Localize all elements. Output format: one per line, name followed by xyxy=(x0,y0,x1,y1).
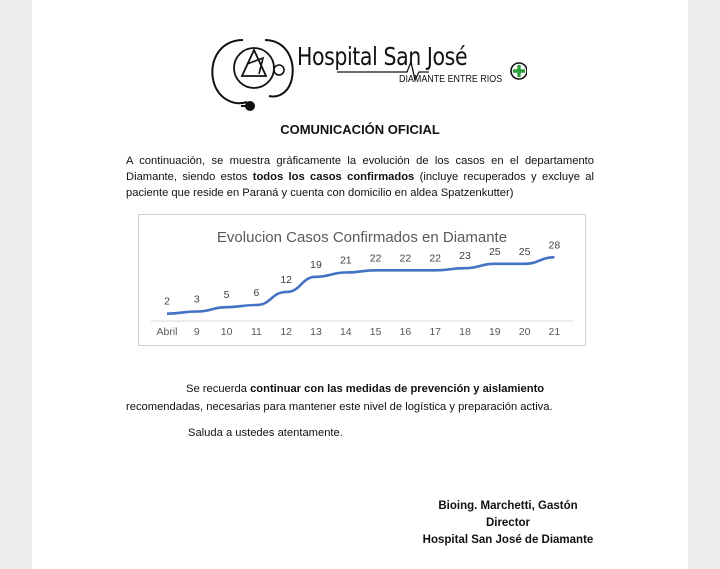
data-label: 22 xyxy=(429,252,442,265)
data-label: 25 xyxy=(518,245,531,258)
signature-block xyxy=(408,498,608,549)
x-tick-label: 21 xyxy=(548,326,561,338)
cases-line-chart xyxy=(139,215,585,345)
reminder-prefix: Se recuerda xyxy=(186,383,251,395)
x-tick-label: 13 xyxy=(310,326,322,338)
data-label: 6 xyxy=(253,287,260,299)
intro-text-1: A continuación, se muestra gráficamente la evolución de los casos en el departamento Diamante, siendo estos xyxy=(126,155,594,183)
hospital-logo xyxy=(207,36,527,116)
x-tick-label: Abril xyxy=(156,326,178,338)
intro-text-2: (incluye recuperados y excluye al paciente que reside en Paraná y cuenta con domicilio en aldea Spatzenkutter) xyxy=(126,171,594,199)
x-tick-label: 20 xyxy=(518,326,531,338)
page-title: COMUNICACIÓN OFICIAL xyxy=(280,122,440,137)
data-label: 21 xyxy=(339,254,352,267)
signature-name: Bioing. Marchetti, Gastón xyxy=(438,500,578,512)
data-label: 25 xyxy=(488,245,501,258)
greeting: Saluda a ustedes atentamente. xyxy=(188,427,343,439)
x-tick-label: 16 xyxy=(399,326,412,338)
x-tick-label: 14 xyxy=(339,326,352,338)
cases-chart xyxy=(138,214,586,346)
x-tick-label: 18 xyxy=(459,326,471,338)
x-tick-label: 10 xyxy=(220,326,233,338)
data-label: 23 xyxy=(459,250,471,263)
signature-org: Hospital San José de Diamante xyxy=(422,534,594,546)
data-label: 19 xyxy=(310,258,322,271)
chart-marks xyxy=(156,239,560,338)
reminder-bold: continuar con las medidas de prevención y aislamiento xyxy=(250,383,545,395)
document-page xyxy=(32,0,688,569)
data-label: 22 xyxy=(399,252,412,265)
intro-text-bold: todos los casos confirmados xyxy=(252,171,415,183)
reminder-paragraph xyxy=(126,380,594,416)
chart-title: Evolucion Casos Confirmados en Diamante xyxy=(216,229,508,246)
x-tick-label: 15 xyxy=(369,326,382,338)
data-label: 28 xyxy=(548,239,561,252)
data-label: 5 xyxy=(223,289,230,302)
x-tick-label: 11 xyxy=(250,326,262,338)
data-label: 22 xyxy=(369,252,382,265)
reminder-suffix: recomendadas, necesarias para mantener este nivel de logística y preparación activa. xyxy=(126,401,553,413)
x-tick-label: 12 xyxy=(280,326,293,338)
data-label: 3 xyxy=(193,293,200,306)
data-label: 2 xyxy=(164,295,170,308)
intro-paragraph xyxy=(126,153,594,201)
logo-title: Hospital San José xyxy=(297,42,468,71)
data-label: 12 xyxy=(280,274,293,286)
x-tick-label: 17 xyxy=(429,326,442,338)
x-tick-label: 9 xyxy=(193,326,200,338)
logo-subtitle: DIAMANTE ENTRE RIOS xyxy=(399,73,503,85)
signature-role: Director xyxy=(485,517,531,529)
x-tick-label: 19 xyxy=(488,326,501,338)
